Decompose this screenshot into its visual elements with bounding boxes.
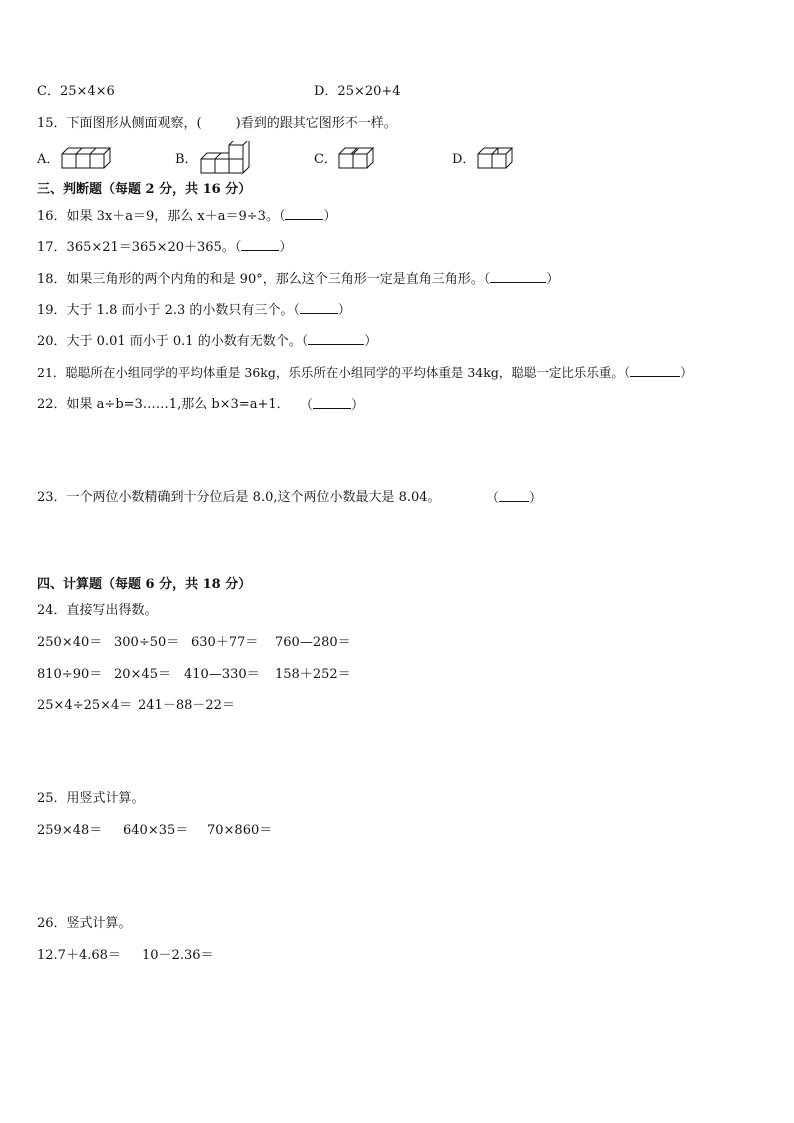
q16-answer-blank[interactable] — [285, 207, 323, 220]
q26-row — [37, 947, 214, 965]
q21 — [37, 364, 693, 382]
q21-text: 21．聪聪所在小组同学的平均体重是 36kg，乐乐所在小组同学的平均体重是 34kg，聪聪一定比乐乐重。（ — [37, 365, 631, 380]
q19 — [37, 301, 351, 320]
q24-row-1 — [37, 634, 351, 652]
q17-text: 17．365×21＝365×20＋365。（ — [37, 240, 242, 255]
q26-stem: 26．竖式计算。 — [37, 916, 132, 931]
q17 — [37, 238, 292, 257]
q17-paren-close: ） — [279, 240, 293, 255]
q24-row-3 — [37, 697, 235, 715]
q22 — [37, 396, 290, 414]
q15-stem-after: )看到的跟其它图形不一样。 — [235, 116, 397, 131]
q25-expr: 259×48＝ — [37, 823, 103, 838]
q24-row-2 — [37, 666, 351, 684]
q18-text: 18．如果三角形的两个内角的和是 90°，那么这个三角形一定是直角三角形。（ — [37, 272, 491, 287]
q24-expr: 20×45＝ — [114, 667, 171, 682]
q15-option-a-label: A． — [37, 152, 60, 167]
q24-expr: 410—330＝ — [184, 667, 260, 682]
q23-paren-open: （ — [486, 491, 500, 506]
q22-paren-open: （ — [300, 398, 314, 413]
q20-text: 20．大于 0.01 而小于 0.1 的小数有无数个。（ — [37, 334, 309, 349]
q20-paren-close: ） — [364, 334, 378, 349]
q24-stem: 24．直接写出得数。 — [37, 603, 158, 618]
q20 — [37, 332, 377, 351]
q24-expr: 241－88－22＝ — [138, 698, 235, 713]
q19-answer-blank[interactable] — [300, 301, 338, 314]
section-4-title: 四、计算题（每题 6 分，共 18 分） — [37, 577, 252, 592]
q15-stem — [37, 115, 397, 133]
q24-expr: 630＋77＝ — [191, 635, 259, 650]
q15-stem-before: 15．下面图形从侧面观察，( — [37, 116, 202, 131]
q15-option-b-label: B． — [175, 152, 198, 167]
q19-paren-close: ） — [337, 303, 351, 318]
q24-expr: 810÷90＝ — [37, 667, 103, 682]
q23-text: 23．一个两位小数精确到十分位后是 8.0,这个两位小数最大是 8.04。 — [37, 490, 441, 505]
q24-expr: 158＋252＝ — [275, 667, 351, 682]
q20-answer-blank[interactable] — [308, 332, 364, 345]
q15-option-b-cubes-figure — [199, 141, 251, 175]
q26-expr: 10－2.36＝ — [142, 948, 214, 963]
q14-option-d: D．25×20+4 — [314, 84, 401, 99]
q18-paren-close: ） — [546, 272, 560, 287]
q24-expr: 250×40＝ — [37, 635, 103, 650]
q25-expr: 640×35＝ — [123, 823, 189, 838]
q22-answer — [300, 396, 364, 415]
q21-paren-close: ） — [680, 365, 693, 380]
q24-expr: 760—280＝ — [275, 635, 351, 650]
q15-option-d-label: D． — [452, 152, 476, 167]
q18-answer-blank[interactable] — [490, 270, 546, 283]
q22-text: 22．如果 a÷b=3……1,那么 b×3=a+1． — [37, 397, 290, 412]
q16 — [37, 207, 336, 226]
q24-expr: 300÷50＝ — [114, 635, 180, 650]
q24-expr: 25×4÷25×4＝ — [37, 698, 133, 713]
q16-paren-close: ） — [323, 209, 337, 224]
q25-expr: 70×860＝ — [207, 823, 273, 838]
q18 — [37, 270, 559, 289]
q15-option-d-cubes-figure — [476, 146, 518, 170]
q15-option-c-label: C． — [314, 152, 337, 167]
q23-answer-blank[interactable] — [499, 489, 529, 502]
q14-option-c: C．25×4×6 — [37, 84, 115, 99]
q19-text: 19．大于 1.8 而小于 2.3 的小数只有三个。（ — [37, 303, 300, 318]
q23-paren-close: ） — [529, 491, 543, 506]
q21-answer-blank[interactable] — [630, 364, 680, 377]
q17-answer-blank[interactable] — [241, 238, 279, 251]
q22-answer-blank[interactable] — [313, 396, 351, 409]
q16-text: 16．如果 3x＋a＝9，那么 x＋a＝9÷3。（ — [37, 209, 286, 224]
q23-answer — [486, 489, 542, 508]
q15-option-a-cubes-figure — [60, 146, 112, 170]
q25-stem: 25．用竖式计算。 — [37, 791, 145, 806]
section-3-title: 三、判断题（每题 2 分，共 16 分） — [37, 182, 252, 197]
q26-expr: 12.7＋4.68＝ — [37, 948, 121, 963]
q23 — [37, 489, 441, 507]
q15-option-c-cubes-figure — [337, 146, 379, 170]
q22-paren-close: ） — [351, 398, 365, 413]
q25-row — [37, 822, 272, 840]
